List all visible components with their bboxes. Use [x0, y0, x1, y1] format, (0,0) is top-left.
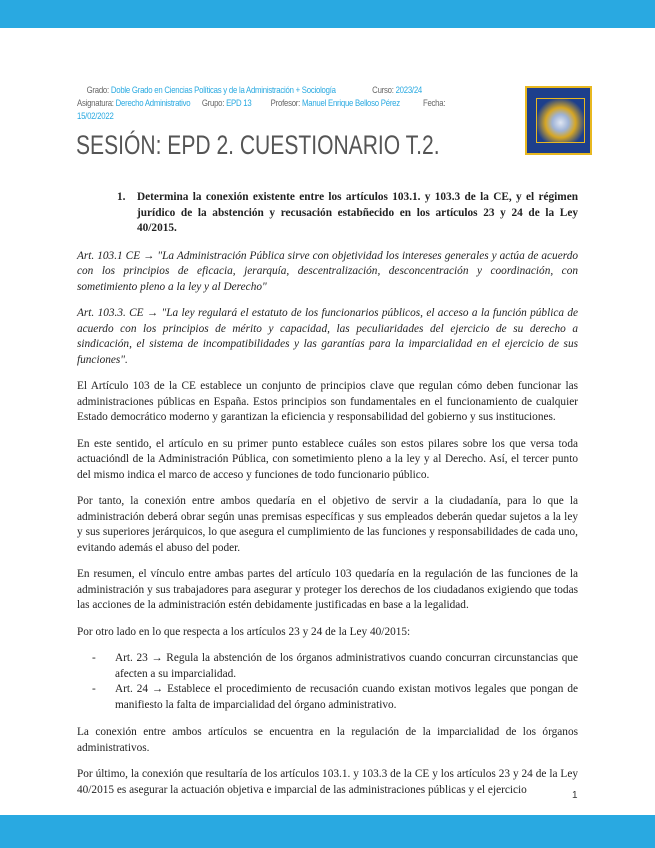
- profesor-label: Profesor:: [270, 98, 301, 109]
- paragraph: En este sentido, el artículo en su primer punto establece cuáles son estos pilares sobre los que versa toda actuacióndl de la Administración Pública, con sometimiento pleno a la ley y al Derecho. Así, el tercer punto del mismo indica el marco de acceso y funciones de todo funcionario público.: [77, 437, 578, 481]
- curso-label: Curso:: [372, 85, 394, 96]
- university-logo: [525, 86, 592, 155]
- list-item: - Art. 23 → Regula la abstención de los órganos administrativos cuando concurran circunstancias que afecten a su imparcialidad.: [92, 651, 578, 682]
- list-item: - Art. 24 → Establece el procedimiento de recusación cuando existan motivos legales que pongan de manifiesto la falta de imparcialidad del órgano administrativo.: [92, 682, 578, 713]
- grado-label: Grado:: [86, 85, 109, 96]
- bottom-band: [0, 815, 655, 848]
- grupo-value: EPD 13: [226, 98, 252, 109]
- grado-value: Doble Grado en Ciencias Políticas y de la Administración + Sociología: [110, 85, 336, 96]
- page-title: SESIÓN: EPD 2. CUESTIONARIO T.2.: [76, 130, 440, 160]
- quote-article-103-3: Art. 103.3. CE → "La ley regulará el estatuto de los funcionarios públicos, el acceso a la función pública de acuerdo con los principios de mérito y capacidad, las peculiaridades del ejercicio de su derecho a sindicación, el sistema de incompatibilidades y las garantías para la imparcialidad en el ejercicio de sus funciones".: [77, 307, 578, 366]
- asignatura-label: Asignatura:: [77, 98, 114, 109]
- curso-value: 2023/24: [395, 85, 423, 96]
- paragraph: En resumen, el vínculo entre ambas partes del artículo 103 quedaría en la regulación de las funciones de la administración y sus trabajadores para asegurar y proteger los derechos de los ciudadanos exigiendo que todas las acciones de la administración estén debidamente justificadas en base a la legalidad.: [77, 568, 578, 611]
- profesor-value: Manuel Enrique Belloso Pérez: [302, 98, 400, 109]
- paragraph: El Artículo 103 de la CE establece un conjunto de principios clave que regulan cómo deben funcionar las administraciones públicas en España. Estos principios son fundamentales en el funcionamiento de cualquier Estado democrático moderno y garantizan la eficiencia y responsabilidad del gobierno y sus instituciones.: [77, 380, 578, 423]
- grupo-label: Grupo:: [201, 98, 225, 109]
- paragraph: Por otro lado en lo que respecta a los artículos 23 y 24 de la Ley 40/2015:: [77, 625, 411, 638]
- fecha-label: Fecha:: [422, 98, 446, 109]
- question-text: Determina la conexión existente entre los artículos 103.1. y 103.3 de la CE, y el régimen jurídico de la abstención y recusación estabñecido en los artículos 23 y 24 de la Ley 40/2015.: [137, 191, 578, 234]
- article-list: [92, 651, 578, 713]
- fecha-value: 15/02/2022: [77, 111, 114, 122]
- paragraph: Por último, la conexión que resultaría de los artículos 103.1. y 103.3 de la CE y los artículos 23 y 24 de la Ley 40/2015 es asegurar la actuación objetiva e imparcial de las administraciones públicas y el ejercicio: [77, 768, 578, 796]
- asignatura-value: Derecho Administrativo: [115, 98, 191, 109]
- top-band: [0, 0, 655, 28]
- question-number: 1.: [117, 191, 126, 203]
- paragraph: Por tanto, la conexión entre ambos quedaría en el objetivo de servir a la ciudadanía, para lo que la administración deberá obrar según unas premisas específicas y sus empleados deberán quedar sujetos a la ley y sus superiores jerárquicos, lo que asegura el cumplimiento de las funciones y responsabilidades de cada uno, evitando además el abuso del poder.: [77, 495, 578, 554]
- page-number: 1: [572, 790, 578, 801]
- document-body: [77, 190, 578, 809]
- quote-article-103-1: Art. 103.1 CE → "La Administración Pública sirve con objetividad los intereses generales y actúa de acuerdo con los principios de eficacia, jerarquía, descentralización, desconcentración y coordinación, con sometimiento pleno a la ley y al Derecho": [77, 249, 578, 293]
- paragraph: La conexión entre ambos artículos se encuentra en la regulación de la imparcialidad de los órganos administrativos.: [77, 726, 578, 754]
- question: [117, 190, 578, 237]
- list-item-text: Art. 23 → Regula la abstención de los órganos administrativos cuando concurran circunstancias que afecten a su imparcialidad.: [115, 652, 578, 680]
- course-header: [77, 84, 512, 123]
- list-item-text: Art. 24 → Establece el procedimiento de recusación cuando existan motivos legales que pongan de manifiesto la falta de imparcialidad del órgano administrativo.: [115, 683, 578, 711]
